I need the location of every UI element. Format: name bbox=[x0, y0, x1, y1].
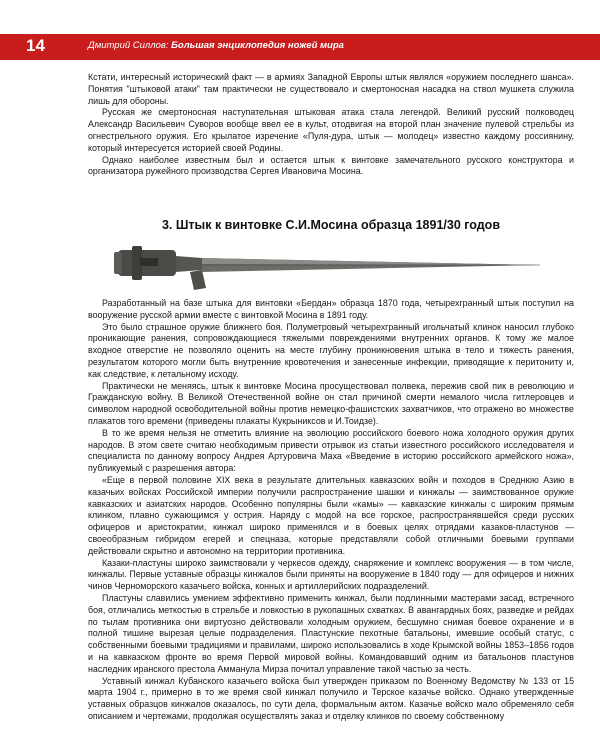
bayonet-icon bbox=[110, 236, 550, 296]
section-title: 3. Штык к винтовке С.И.Мосина образца 1891/30 годов bbox=[161, 218, 501, 232]
author-name: Дмитрий Силлов: bbox=[88, 40, 169, 51]
paragraph: В то же время нельзя не отметить влияние на эволюцию российского боевого ножа холодного оружия других народов. В этом свете считаю необходимым привести отрывок из статьи известного российского исследователя и специалиста по данному вопросу Андрея Артуровича Маха «Введение в историю российского армейского ножа», публикуемый с разрешения автора: bbox=[88, 427, 574, 474]
intro-text bbox=[88, 72, 574, 178]
paragraph: Практически не меняясь, штык к винтовке Мосина просуществовал полвека, пережив свой пик в революцию и Гражданскую войну. В Великой Отечественной войне он стал причиной смерти немалого числа гитлеровцев и символом народной освободительной войны против немецко-фашистских захватчиков, что отражено во множестве плакатов того времени (приведены плакаты Кукрыниксов и И.Тоидзе). bbox=[88, 380, 574, 426]
running-title bbox=[88, 40, 344, 51]
paragraph: Кстати, интересный исторический факт — в армиях Западной Европы штык являлся «оружием последнего шанса». Понятия "штыковой атаки" там практически не существовало и смертоносная насадка на ствол мушкета служила лишь для обороны. bbox=[88, 72, 574, 106]
page-header bbox=[0, 34, 600, 60]
page-number: 14 bbox=[26, 36, 45, 55]
paragraph: Пластуны славились умением эффективно применить кинжал, были подлинными мастерами засад, встречного боя, отличались меткостью в стрельбе и ловкостью в рукопашных схватках. В авангардных боях, разведке и рейдах по тылам противника они виртуозно действовали холодным оружием, бесшумно снимая боевое охранение и в полной тишине вырезая целые подразделения. Пластунские пехотные батальоны, имевшие особый статус, с собственными боевыми традициями и правилами, широко использовались в ходе Крымской войны 1853–1856 годов и на кавказском фронте во время Первой мировой войны. Командовавший одним из батальонов пластунов наследник иранского престола Амманула Мирза почитал управление такой частью за честь. bbox=[88, 592, 574, 674]
paragraph: Разработанный на базе штыка для винтовки «Бердан» образца 1870 года, четырехгранный штык поступил на вооружение русской армии вместе с винтовкой Мосина в 1891 году. bbox=[88, 298, 574, 320]
paragraph: Это было страшное оружие ближнего боя. Полуметровый четырехгранный игольчатый клинок наносил глубоко проникающие ранения, сопровождающиеся тяжелыми повреждениями внутренних органов. К тому же малое входное отверстие не позволяло оценить на месте глубину проникновения штыка в тело и тяжесть ранения, результатом которого могли быть внутренние кровотечения и занесенные инфекции, приводящие к перитониту и, как следствие, к летальному исходу. bbox=[88, 321, 574, 379]
quote-paragraph: «Еще в первой половине XIX века в результате длительных кавказских войн и походов в Среднюю Азию в казачьих войсках Российской империи получили распространение шашки и кинжалы — заимствованное оружие кавказских и азиатских народов. Особенно популярны были «камы» — кавказские кинжалы с широким прямым клинком, плавно сужающимся у острия. Наряду с модой на все горское, распространявшейся среди русских офицеров и аристократии, кинжал широко применялся и в боевых целях отрядами казаков-пластунов — своеобразным гибридом егерей и спецназа, которые представляли собой отличными боевыми группами действовали скрытно и автономно на территории противника. bbox=[88, 474, 574, 556]
book-title: Большая энциклопедия ножей мира bbox=[171, 40, 344, 51]
paragraph: Однако наиболее известным был и остается штык к винтовке замечательного русского конструктора и организатора ружейного производства Сергея Ивановича Мосина. bbox=[88, 154, 574, 177]
paragraph: Уставный кинжал Кубанского казачьего войска был утвержден приказом по Военному Ведомству № 133 от 15 марта 1904 г., примерно в то же время свой кинжал получило и Терское казачье войско. Однако утвержденные уставных образцов кинжалов оказалось, по сути дела, формальным актом. Казачье войско мало обременяло себя описанием и чертежами, продолжая осуществлять заказ и отделку клинков по своему собственному bbox=[88, 675, 574, 721]
paragraph: Русская же смертоносная наступательная штыковая атака стала легендой. Великий русский полководец Александр Васильевич Суворов вообще ввел ее в культ, отодвигая на второй план значение пулевой стрельбы из огнестрельного оружия. Его крылатое изречение «Пуля-дура, штык — молодец» известно каждому россиянину, который интересуется историей своей Родины. bbox=[88, 107, 574, 153]
paragraph: Казаки-пластуны широко заимствовали у черкесов одежду, снаряжение и комплекс вооружения — в том числе, кинжалы. Первые уставные образцы кинжалов были приняты на вооружение в 1840 году — для офицеров и нижних чинов Черноморского казачьего войска, конных и артиллерийских подразделений. bbox=[88, 557, 574, 592]
main-text bbox=[88, 298, 574, 723]
